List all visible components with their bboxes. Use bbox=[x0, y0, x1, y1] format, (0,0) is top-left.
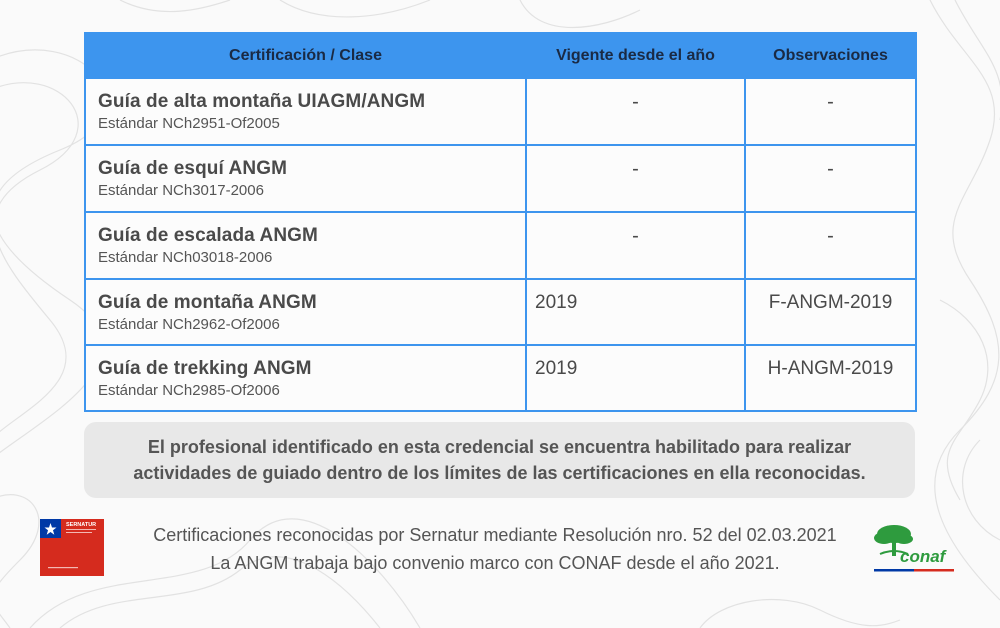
footer-text bbox=[100, 521, 890, 577]
sernatur-wordmark: SERNATUR bbox=[66, 522, 97, 528]
certification-cell bbox=[85, 212, 526, 279]
table-row bbox=[85, 78, 916, 145]
observation-cell: - bbox=[745, 78, 916, 145]
valid-since-cell: - bbox=[526, 212, 745, 279]
certification-name: Guía de alta montaña UIAGM/ANGM bbox=[98, 91, 426, 112]
footer-line-2: La ANGM trabaja bajo convenio marco con CONAF desde el año 2021. bbox=[210, 553, 780, 573]
certification-standard: Estándar NCh2962-Of2006 bbox=[98, 316, 280, 333]
valid-since-cell: 2019 bbox=[526, 345, 745, 411]
table-row bbox=[85, 279, 916, 345]
footer-line-1: Certificaciones reconocidas por Sernatur mediante Resolución nro. 52 del 02.03.2021 bbox=[153, 525, 837, 545]
authorization-notice bbox=[84, 422, 915, 498]
certification-standard: Estándar NCh2951-Of2005 bbox=[98, 115, 280, 132]
header-certification: Certificación / Clase bbox=[85, 33, 526, 78]
valid-since-cell: - bbox=[526, 145, 745, 212]
header-observations: Observaciones bbox=[745, 33, 916, 78]
observation-cell: H-ANGM-2019 bbox=[745, 345, 916, 411]
notice-line-2: actividades de guiado dentro de los límites de las certificaciones en ella reconocidas. bbox=[133, 463, 866, 483]
certification-name: Guía de escalada ANGM bbox=[98, 225, 318, 246]
certification-cell bbox=[85, 78, 526, 145]
certifications-table bbox=[84, 32, 917, 412]
certification-name: Guía de trekking ANGM bbox=[98, 358, 312, 379]
observation-cell: - bbox=[745, 145, 916, 212]
certification-name: Guía de montaña ANGM bbox=[98, 292, 317, 313]
sernatur-logo bbox=[40, 519, 104, 576]
conaf-wordmark: conaf bbox=[900, 547, 946, 566]
header-valid-since: Vigente desde el año bbox=[526, 33, 745, 78]
certification-name: Guía de esquí ANGM bbox=[98, 158, 288, 179]
observation-cell: F-ANGM-2019 bbox=[745, 279, 916, 345]
valid-since-cell: - bbox=[526, 78, 745, 145]
valid-since-cell: 2019 bbox=[526, 279, 745, 345]
table-row bbox=[85, 212, 916, 279]
observation-cell: - bbox=[745, 212, 916, 279]
certification-standard: Estándar NCh2985-Of2006 bbox=[98, 382, 280, 399]
certification-standard: Estándar NCh03018-2006 bbox=[98, 249, 273, 266]
certification-cell bbox=[85, 279, 526, 345]
conaf-logo bbox=[870, 522, 956, 574]
notice-line-1: El profesional identificado en esta credencial se encuentra habilitado para realizar bbox=[147, 437, 852, 457]
table-row bbox=[85, 345, 916, 411]
certification-cell bbox=[85, 345, 526, 411]
certification-standard: Estándar NCh3017-2006 bbox=[98, 182, 264, 199]
certification-cell bbox=[85, 145, 526, 212]
table-row bbox=[85, 145, 916, 212]
table-header-row bbox=[85, 33, 916, 78]
